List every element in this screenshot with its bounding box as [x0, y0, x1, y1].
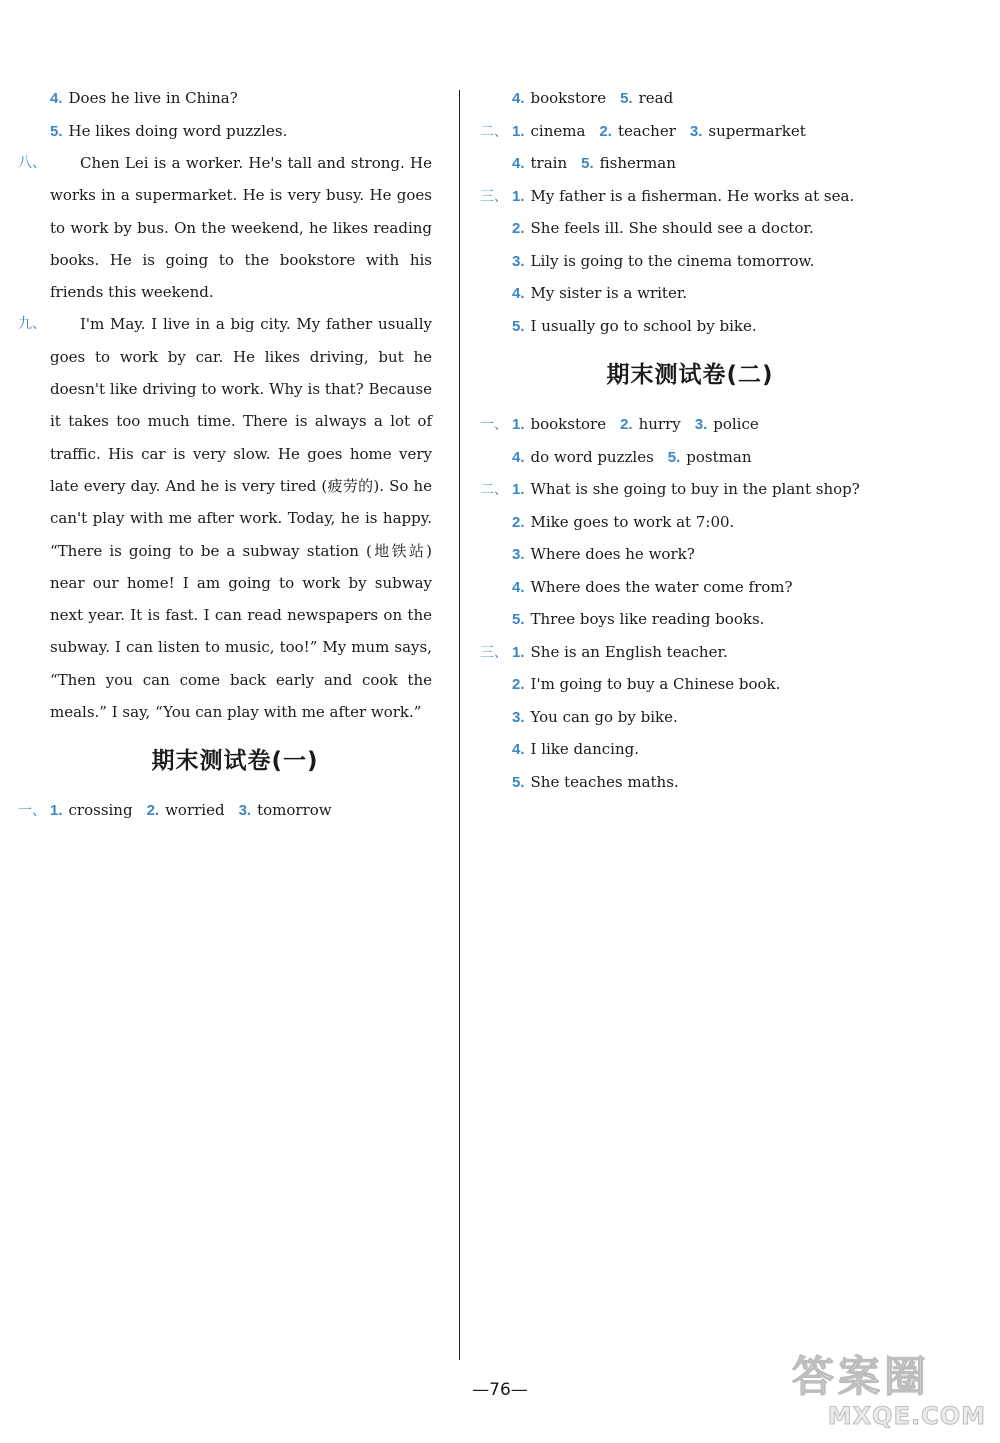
answer-line: 4. bookstore 5. read: [512, 89, 674, 107]
answer-line: 二、 1. What is she going to buy in the plant shop?: [480, 480, 860, 498]
answer-line: 3. Lily is going to the cinema tomorrow.: [512, 251, 815, 270]
left-column: [18, 82, 432, 827]
page-number: —76—: [472, 1380, 528, 1400]
passage-text: Chen Lei is a worker. He's tall and strong. He works in a supermarket. He is very busy. He goes to work by bus. On the weekend, he likes reading books. He is going to the bookstore with his friends this weekend.: [50, 154, 432, 302]
answer-line: 一、 1. bookstore 2. hurry 3. police: [480, 415, 759, 433]
section-marker: 八、: [18, 155, 46, 171]
answer-line: 5. He likes doing word puzzles.: [50, 121, 288, 140]
watermark-chinese: 答案圈: [792, 1352, 931, 1401]
answer-line: 4. Does he live in China?: [50, 89, 238, 107]
answer-line: 2. Mike goes to work at 7:00.: [512, 512, 735, 531]
answer-line: 4. train 5. fisherman: [512, 154, 676, 172]
test-heading: 期末测试卷(一): [151, 748, 319, 775]
test-heading: 期末测试卷(二): [606, 362, 774, 388]
answer-line: 3. You can go by bike.: [512, 707, 678, 726]
answer-line: 4. My sister is a writer.: [512, 284, 688, 302]
site-watermark-logo: [792, 1352, 992, 1434]
answer-line: 2. I'm going to buy a Chinese book.: [512, 675, 781, 693]
passage-text: I'm May. I live in a big city. My father usually goes to work by car. He likes driving, but he doesn't like driving to work. Why is that? Because it takes too much time. There is always a lot of traffic. His car is very slow. He goes home very late every day. And he is very tired (疲劳的). So he can't play with me after work. Today, he is happy. “There is going to be a subway station (地铁站) near our home! I am going to work by subway next year. It is fast. I can read newspapers on the subway. I can listen to music, too!” My mum says, “Then you can come back early and cook the meals.” I say, “You can play with me after work.”: [50, 315, 432, 722]
answer-line: 3. Where does he work?: [512, 545, 695, 563]
answer-line: 三、 1. My father is a fisherman. He works at sea.: [480, 186, 855, 205]
answer-line: 三、 1. She is an English teacher.: [480, 642, 728, 661]
right-column: [480, 82, 880, 798]
answer-line: 2. She feels ill. She should see a doctor.: [512, 219, 814, 237]
answer-line: 一、 1. crossing 2. worried 3. tomorrow: [18, 801, 332, 820]
section-marker: 九、: [18, 316, 46, 333]
watermark-url: MXQE.COM: [827, 1402, 986, 1430]
answer-line: 4. I like dancing.: [512, 740, 639, 758]
answer-line: 4. do word puzzles 5. postman: [512, 447, 752, 466]
passage-8: [18, 147, 432, 308]
answer-line: 5. I usually go to school by bike.: [512, 316, 757, 335]
column-divider: [459, 90, 460, 1360]
answer-line: 5. Three boys like reading books.: [512, 610, 765, 628]
passage-9: [18, 308, 432, 728]
answer-line: 二、 1. cinema 2. teacher 3. supermarket: [480, 121, 806, 140]
answer-line: 5. She teaches maths.: [512, 772, 679, 791]
answer-line: 4. Where does the water come from?: [512, 577, 793, 596]
